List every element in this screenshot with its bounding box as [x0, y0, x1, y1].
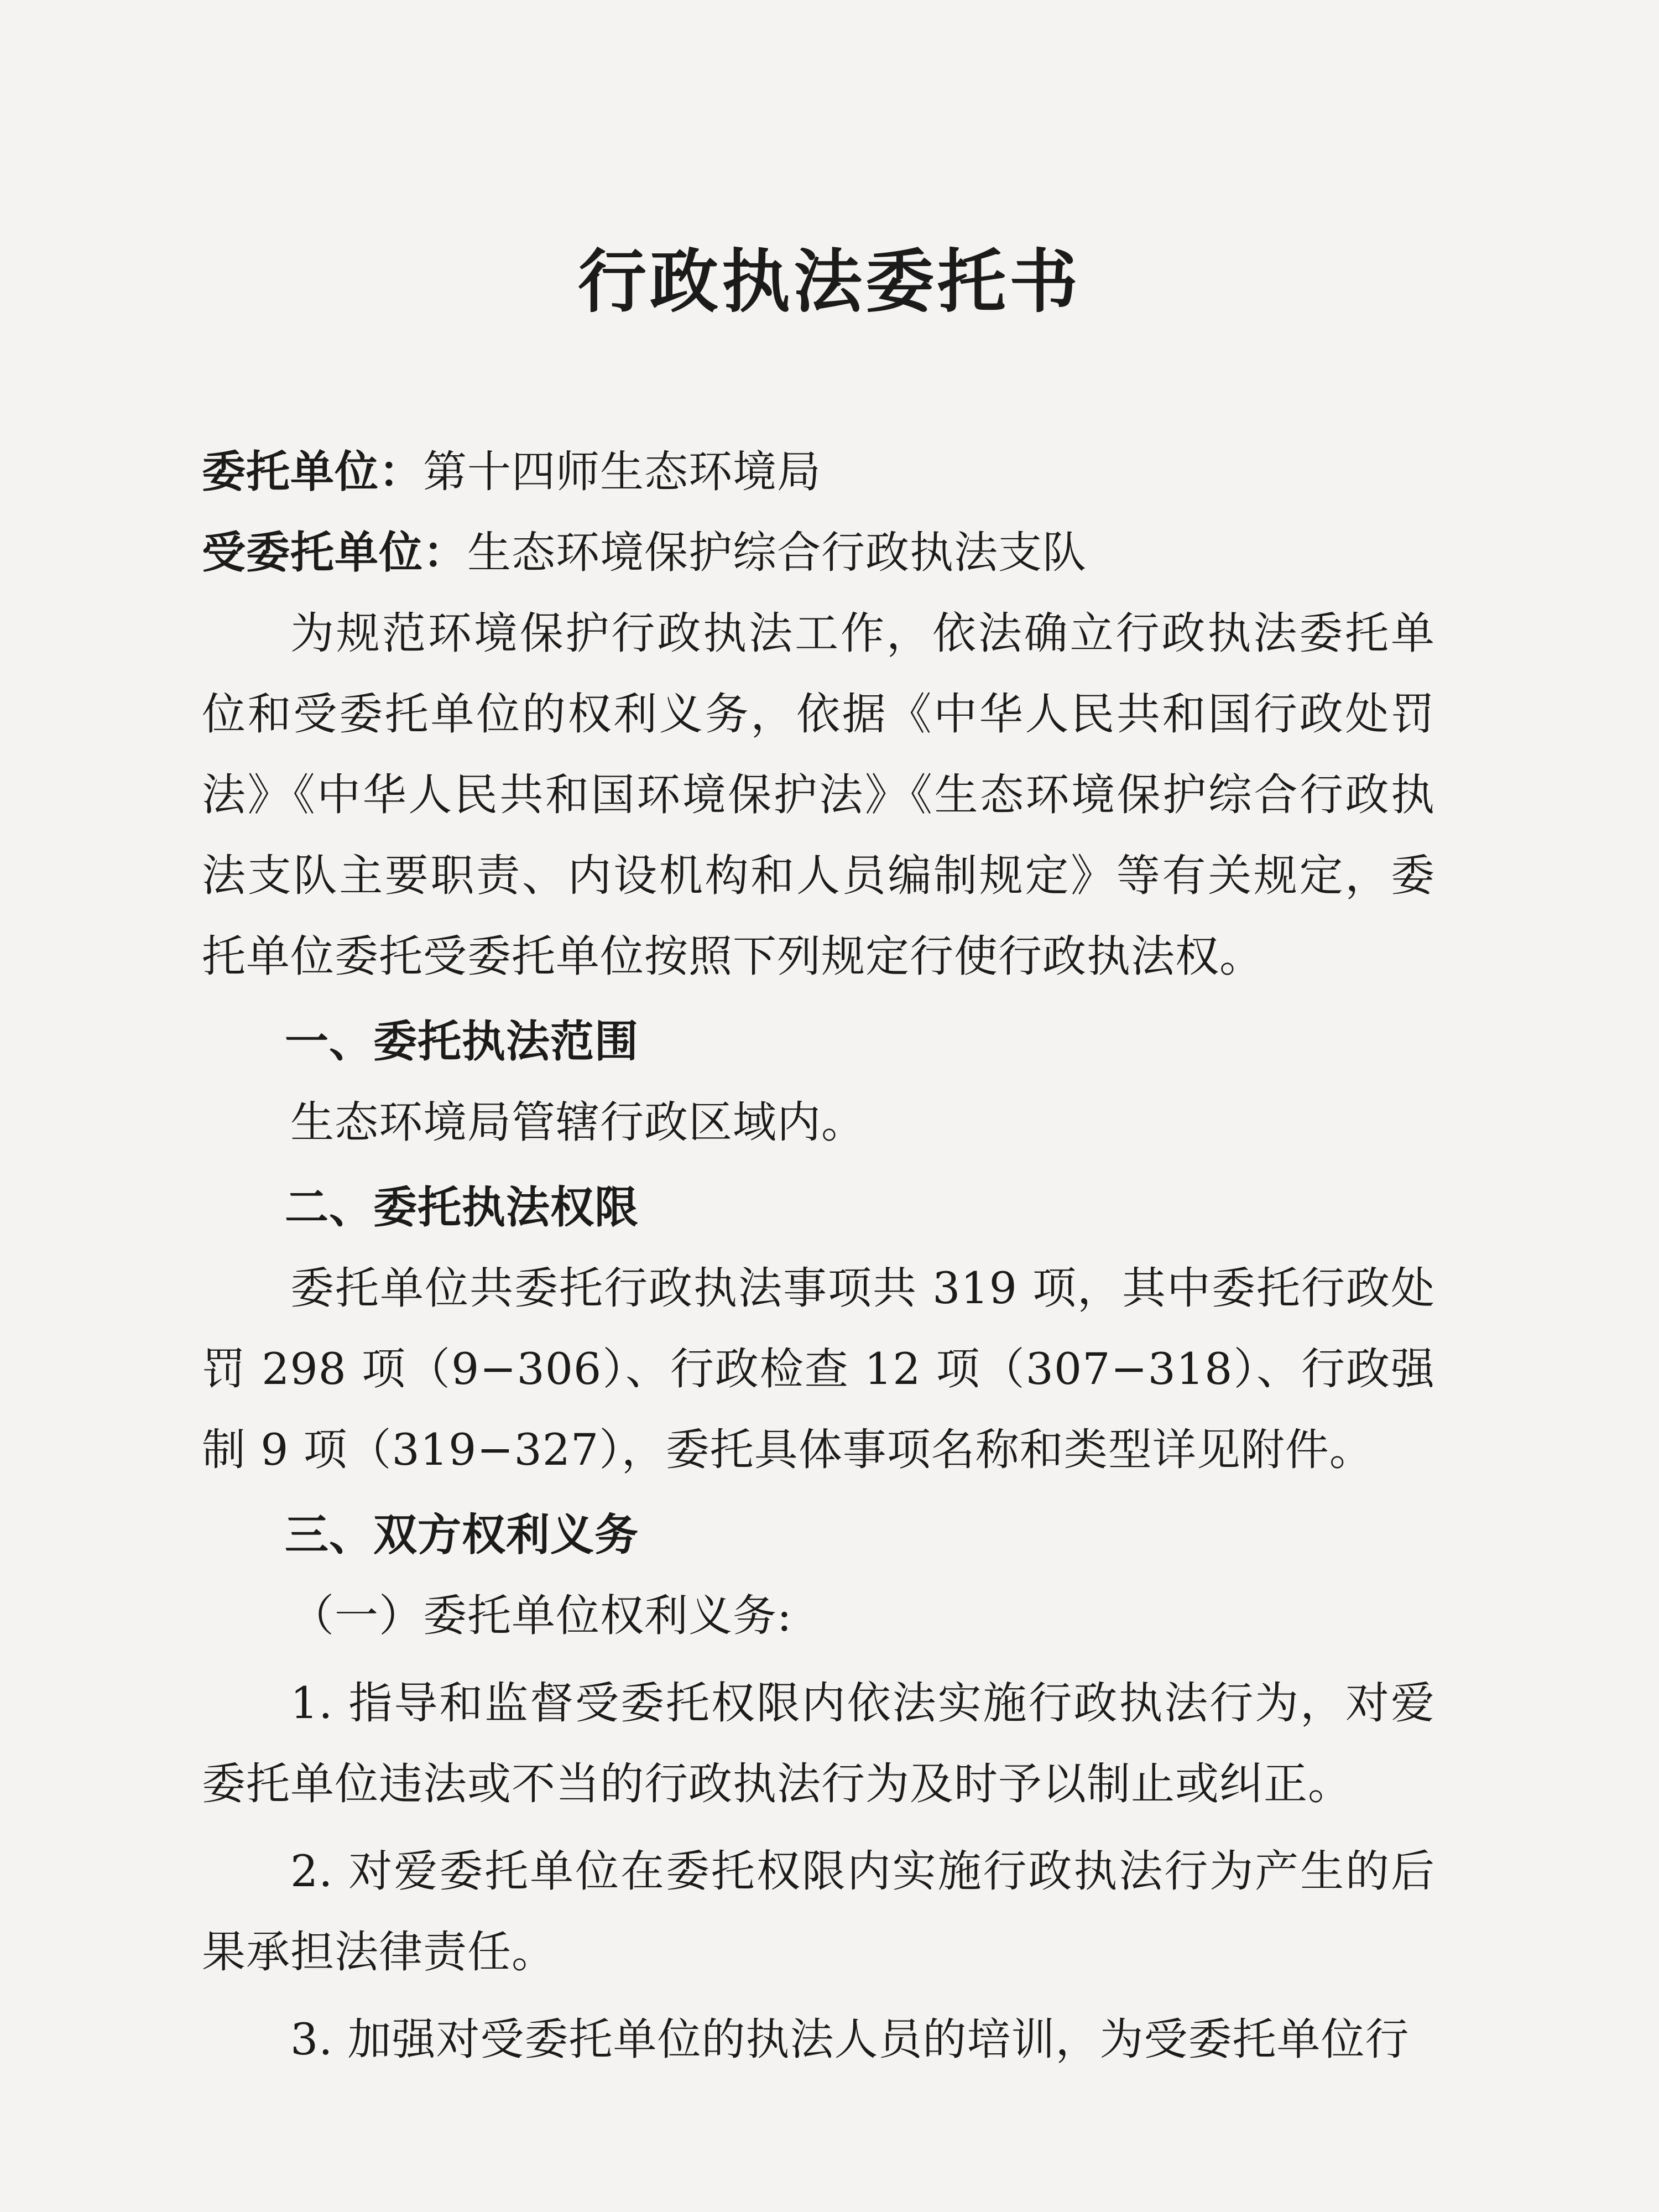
entrusted-unit-value: 生态环境保护综合行政执法支队	[467, 527, 1087, 578]
section3-item2: 2. 对爱委托单位在委托权限内实施行政执法行为产生的后果承担法律责任。	[202, 1846, 1435, 1977]
entrusting-unit-value: 第十四师生态环境局	[423, 446, 821, 497]
section3-sub1: （一）委托单位权利义务:	[290, 1590, 792, 1641]
entrusted-unit-label: 受委托单位：	[202, 527, 467, 578]
section1-text: 生态环境局管辖行政区域内。	[290, 1097, 865, 1148]
entrusted-unit-line	[202, 512, 1435, 593]
entrusting-unit-line	[202, 431, 1435, 512]
section2-text: 委托单位共委托行政执法事项共 319 项，其中委托行政处罚 298 项（9−306）、行政检查 12 项（307−318）、行政强制 9 项（319−327），委托具体事项名称和类型详见附件。	[202, 1263, 1435, 1475]
section3-heading: 三、双方权利义务	[285, 1510, 639, 1560]
section3-item3: 3. 加强对受委托单位的执法人员的培训，为受委托单位行	[290, 2014, 1410, 2065]
entrusting-unit-label: 委托单位：	[202, 446, 423, 497]
section1-heading: 一、委托执法范围	[285, 1016, 639, 1067]
document-title: 行政执法委托书	[577, 242, 1081, 322]
intro-paragraph: 为规范环境保护行政执法工作，依法确立行政执法委托单位和受委托单位的权利义务，依据《中华人民共和国行政处罚法》《中华人民共和国环境保护法》《生态环境保护综合行政执法支队主要职责、内设机构和人员编制规定》等有关规定，委托单位委托受委托单位按照下列规定行使行政执法权。	[202, 608, 1435, 982]
section2-heading: 二、委托执法权限	[285, 1182, 639, 1233]
document-body	[202, 431, 1435, 2080]
section3-item1: 1. 指导和监督受委托权限内依法实施行政执法行为，对爱委托单位违法或不当的行政执法行为及时予以制止或纠正。	[202, 1678, 1435, 1809]
